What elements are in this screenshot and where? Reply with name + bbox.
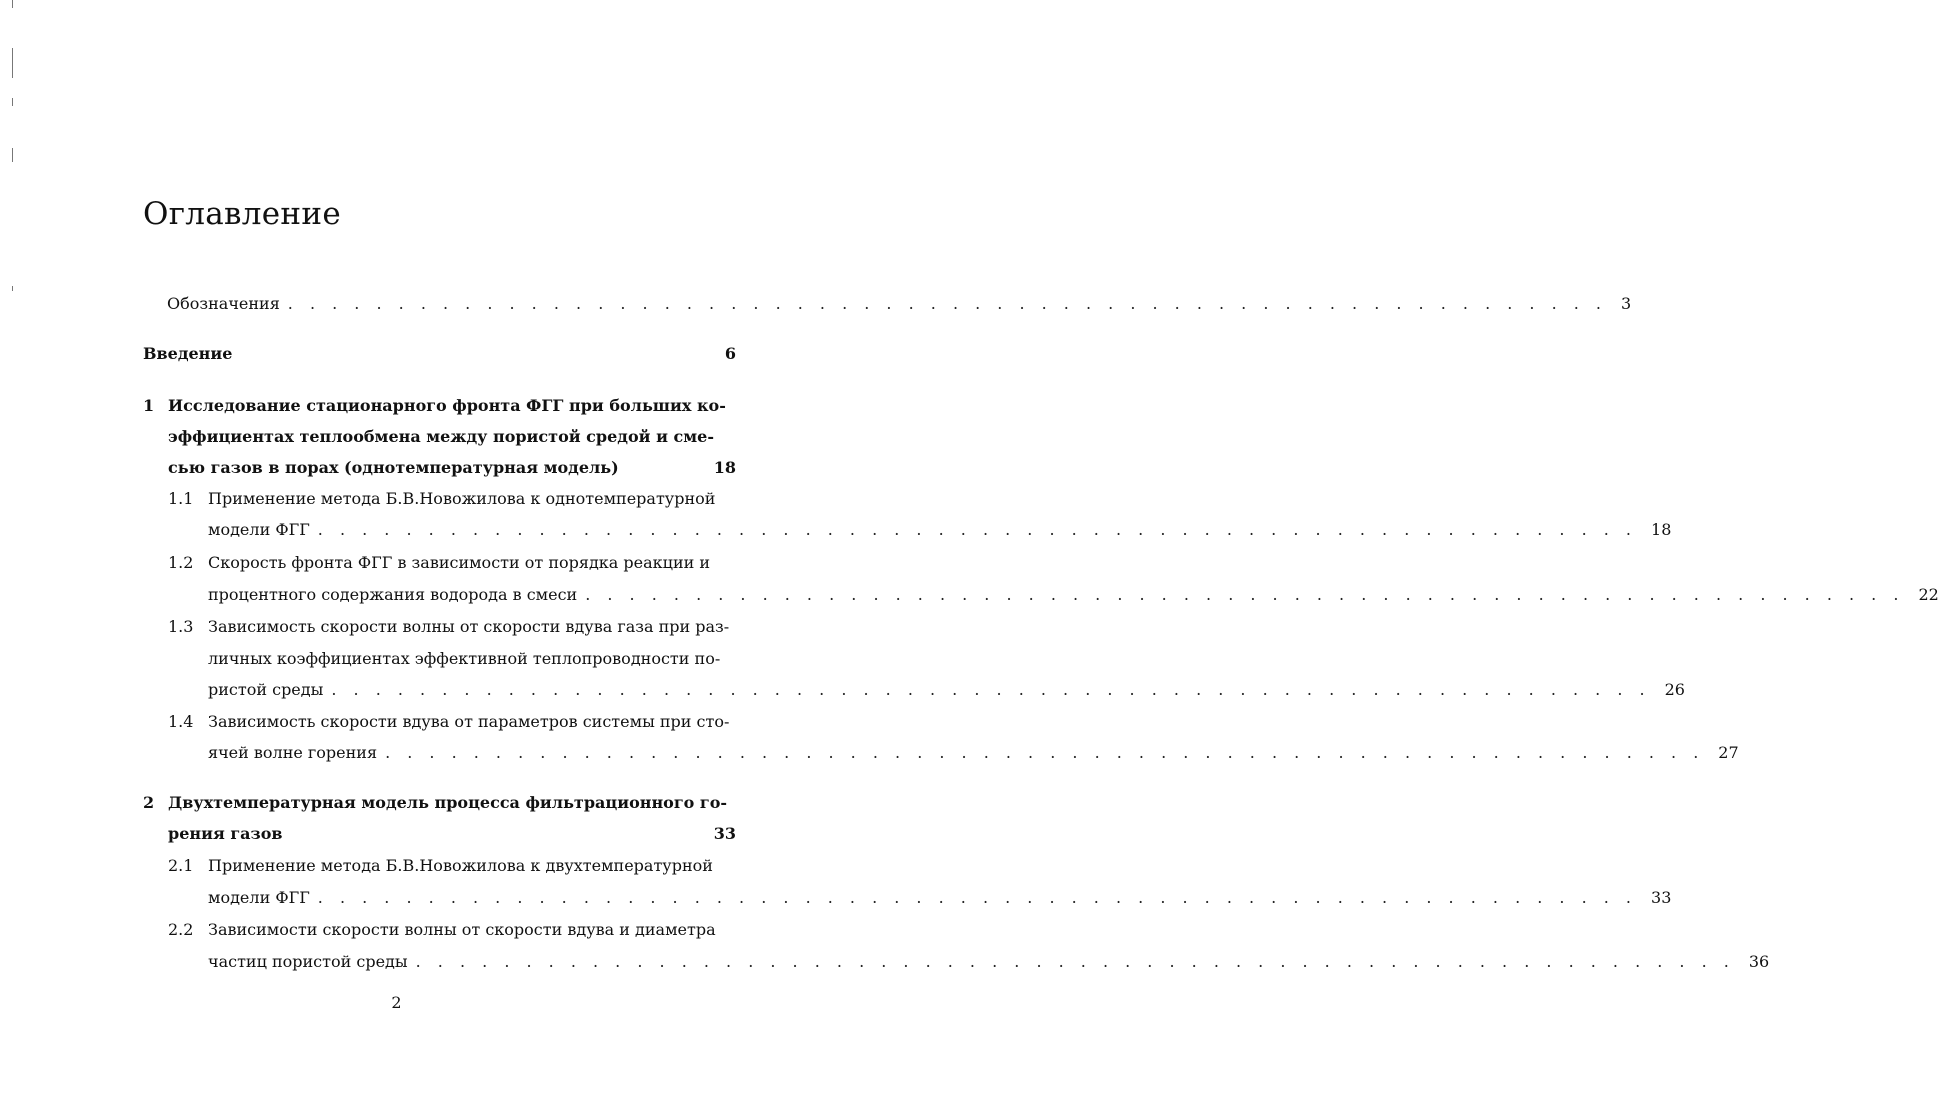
toc-page: 3 bbox=[1621, 294, 1632, 313]
toc-page: 36 bbox=[1748, 952, 1770, 971]
chapter-number: 1 bbox=[143, 396, 155, 415]
toc-label-line: Двухтемпературная модель процесса фильтрационного го- bbox=[168, 793, 728, 812]
section-number: 2.2 bbox=[168, 920, 194, 939]
toc-label-line: рения газов bbox=[168, 824, 283, 843]
toc-page: 33 bbox=[1651, 888, 1672, 907]
toc-label-line: Скорость фронта ФГГ в зависимости от порядка реакции и bbox=[208, 553, 711, 572]
toc-label-line: частиц пористой среды bbox=[208, 952, 408, 971]
toc-entry-notation[interactable] bbox=[167, 294, 1632, 314]
section-number: 2.1 bbox=[168, 856, 194, 875]
dot-leader: . . . . . . . . . . . . . . . . . . . . . . . . . . . . . . . . . . . . . . . . . . . . . . . . . . . . . . . . . . . . bbox=[585, 585, 1905, 604]
toc-label-line: Применение метода Б.В.Новожилова к однотемпературной bbox=[208, 489, 716, 508]
section-number: 1.3 bbox=[168, 617, 194, 636]
toc-label-line: эффициентах теплообмена между пористой средой и сме- bbox=[168, 427, 714, 446]
toc-label-line: Зависимости скорости волны от скорости вдува и диаметра bbox=[208, 920, 716, 939]
toc-page: 33 bbox=[713, 824, 736, 843]
toc-label-line: Зависимость скорости вдува от параметров системы при сто- bbox=[208, 712, 730, 731]
dot-leader: . . . . . . . . . . . . . . . . . . . . . . . . . . . . . . . . . . . . . . . . . . . . . . . . . . . . . . . . . . . . bbox=[317, 888, 1638, 907]
toc-label: Введение bbox=[143, 344, 233, 363]
toc-page: 22 bbox=[1918, 585, 1939, 604]
dot-leader: . . . . . . . . . . . . . . . . . . . . . . . . . . . . . . . . . . . . . . . . . . . . . . . . . . . . . . . . . . . . bbox=[317, 520, 1638, 539]
toc-label-line: процентного содержания водорода в смеси bbox=[208, 585, 578, 604]
toc-label-line: сью газов в порах (однотемпературная модель) bbox=[168, 458, 619, 477]
toc-label-line: Зависимость скорости волны от скорости вдува газа при раз- bbox=[208, 617, 730, 636]
section-number: 1.4 bbox=[168, 712, 194, 731]
toc-label-line: ячей волне горения bbox=[208, 743, 378, 762]
page-title: Оглавление bbox=[143, 196, 341, 232]
toc-page: 26 bbox=[1664, 680, 1685, 699]
dot-leader: . . . . . . . . . . . . . . . . . . . . . . . . . . . . . . . . . . . . . . . . . . . . . . . . . . . . . . . . . . . . bbox=[331, 680, 1651, 699]
toc-page: 18 bbox=[1651, 520, 1672, 539]
section-number: 1.2 bbox=[168, 553, 194, 572]
toc-label: Обозначения bbox=[167, 294, 280, 313]
toc-entry-intro[interactable] bbox=[143, 344, 736, 364]
dot-leader: . . . . . . . . . . . . . . . . . . . . . . . . . . . . . . . . . . . . . . . . . . . . . . . . . . . . . . . . . . . . bbox=[385, 743, 1705, 762]
toc-label-line: ристой среды bbox=[208, 680, 324, 699]
toc-label-line: Исследование стационарного фронта ФГГ при больших ко- bbox=[168, 396, 726, 415]
toc-page: 18 bbox=[713, 458, 736, 477]
toc-page: 6 bbox=[724, 344, 736, 363]
section-number: 1.1 bbox=[168, 489, 194, 508]
dot-leader: . . . . . . . . . . . . . . . . . . . . . . . . . . . . . . . . . . . . . . . . . . . . . . . . . . . . . . . . . . . . bbox=[287, 294, 1608, 313]
page-number: 2 bbox=[391, 993, 402, 1012]
chapter-number: 2 bbox=[143, 793, 155, 812]
toc-label-line: Применение метода Б.В.Новожилова к двухтемпературной bbox=[208, 856, 713, 875]
toc-page: 27 bbox=[1718, 743, 1739, 762]
toc-label-line: модели ФГГ bbox=[208, 888, 310, 907]
toc-label-line: личных коэффициентах эффективной теплопроводности по- bbox=[208, 649, 721, 668]
toc-label-line: модели ФГГ bbox=[208, 520, 310, 539]
dot-leader: . . . . . . . . . . . . . . . . . . . . . . . . . . . . . . . . . . . . . . . . . . . . . . . . . . . . . . . . . . . . bbox=[415, 952, 1735, 971]
